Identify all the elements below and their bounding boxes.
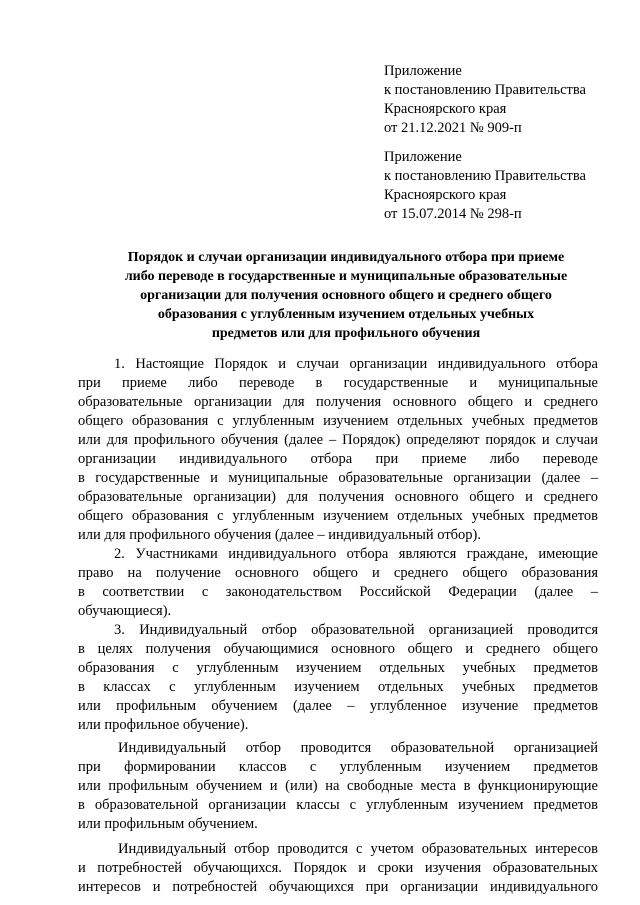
paragraph-line: при формировании классов с углубленным изучением предметов [78,759,598,775]
paragraph-line: 1. Настоящие Порядок и случаи организации индивидуального отбора [114,356,598,372]
paragraph-line: или профильным обучением и (или) на свободные места в функционирующие [78,778,598,794]
paragraph-line: Индивидуальный отбор проводится образовательной организацией [118,740,598,756]
paragraph-line: образовательные организации) для получения основного общего и среднего [78,489,598,505]
annex-label: Приложение [384,63,462,79]
paragraph-line: право на получение основного общего и среднего общего образования [78,565,598,581]
paragraph-line: Индивидуальный отбор проводится с учетом образовательных интересов [118,841,598,857]
paragraph-1 [78,355,598,545]
annex-date-number: от 15.07.2014 № 298-п [384,206,522,222]
paragraph-line: или для профильного обучения (далее – Порядок) определяют порядок и случаи [78,432,598,448]
paragraph-line: или для профильного обучения (далее – индивидуальный отбор). [78,527,481,543]
paragraph-5 [78,840,598,897]
title-line: либо переводе в государственные и муниципальные образовательные [124,269,568,284]
title-line: Порядок и случаи организации индивидуального отбора при приеме [127,250,565,265]
annex-label: Приложение [384,149,462,165]
paragraph-4 [78,739,598,834]
paragraph-line: в государственные и муниципальные образовательные организации (далее – [78,470,598,486]
annex-date-number: от 21.12.2021 № 909-п [384,120,522,136]
paragraph-line: в образовательной организации классы с углубленным изучением предметов [78,797,598,813]
annex-reference: к постановлению Правительства [384,168,586,184]
annex-block-2021 [384,62,624,138]
paragraph-line: и потребностей обучающихся. Порядок и сроки изучения образовательных [78,860,598,876]
title-line: предметов или для профильного обучения [211,326,481,341]
paragraph-line: образовательные организации для получения основного общего и среднего [78,394,598,410]
paragraph-line: в соответствии с законодательством Российской Федерации (далее – [78,584,598,600]
paragraph-line: 3. Индивидуальный отбор образовательной организацией проводится [114,622,598,638]
paragraph-line: обучающиеся). [78,603,172,619]
paragraph-2 [78,545,598,621]
paragraph-line: организации индивидуального отбора при приеме либо переводе [78,451,598,467]
paragraph-line: или профильное обучение). [78,717,249,733]
title-line: организации для получения основного общего и среднего общего [140,288,552,303]
annex-region: Красноярского края [384,187,507,203]
annex-region: Красноярского края [384,101,507,117]
paragraph-line: в классах с углубленным изучением отдельных учебных предметов [78,679,598,695]
paragraph-line: при приеме либо переводе в государственные и муниципальные [78,375,598,391]
title-line: образования с углубленным изучением отдельных учебных [157,307,535,322]
paragraph-3 [78,621,598,735]
paragraph-line: интересов и потребностей обучающихся при организации индивидуального [78,879,598,895]
paragraph-line: в целях получения обучающимися основного общего и среднего общего [78,641,598,657]
paragraph-line: общего образования с углубленным изучением отдельных учебных предметов [78,413,598,429]
document-title [78,248,614,343]
paragraph-line: или профильным обучением. [78,816,258,832]
paragraph-line: общего образования с углубленным изучением отдельных учебных предметов [78,508,598,524]
document-body [78,355,598,897]
paragraph-line: образования с углубленным изучением отдельных учебных предметов [78,660,598,676]
annex-reference: к постановлению Правительства [384,82,586,98]
paragraph-line: 2. Участниками индивидуального отбора являются граждане, имеющие [114,546,598,562]
paragraph-line: или профильным обучением (далее – углубленное изучение предметов [78,698,598,714]
annex-block-2014 [384,148,624,224]
